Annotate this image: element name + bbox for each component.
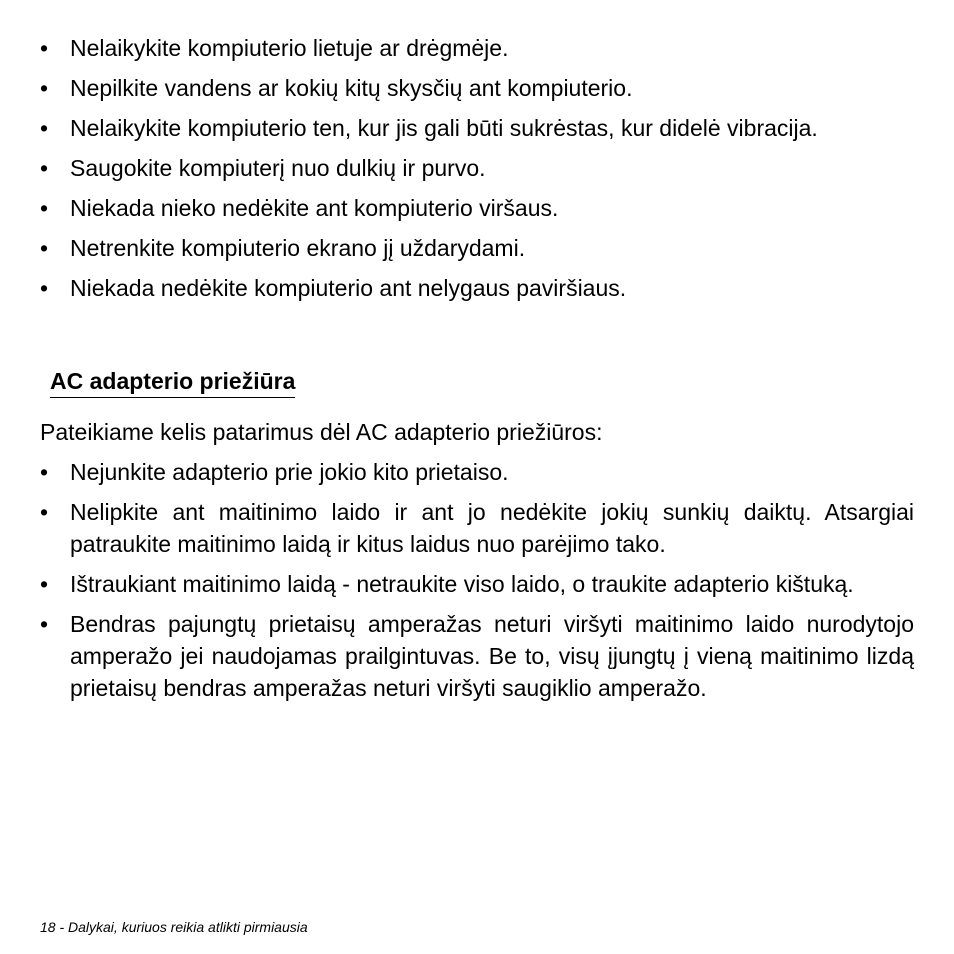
adapter-care-list bbox=[40, 456, 914, 704]
list-item-text: Saugokite kompiuterį nuo dulkių ir purvo. bbox=[70, 155, 486, 181]
page-footer: 18 - Dalykai, kuriuos reikia atlikti pirmiausia bbox=[40, 919, 308, 935]
list-item bbox=[40, 608, 914, 704]
bullet: • bbox=[40, 275, 49, 301]
bullet: • bbox=[40, 499, 49, 525]
bullet: • bbox=[40, 155, 49, 181]
list-item-text: Niekada nedėkite kompiuterio ant nelygaus paviršiaus. bbox=[70, 275, 627, 301]
list-item-text: Nelaikykite kompiuterio ten, kur jis gali būti sukrėstas, kur didelė vibracija. bbox=[70, 115, 818, 141]
bullet: • bbox=[40, 115, 49, 141]
bullet: • bbox=[40, 195, 49, 221]
bullet: • bbox=[40, 35, 49, 61]
list-item-text: Niekada nieko nedėkite ant kompiuterio viršaus. bbox=[70, 195, 559, 221]
list-item-text: Ištraukiant maitinimo laidą - netraukite viso laido, o traukite adapterio kištuką. bbox=[70, 571, 854, 597]
list-item-text: Nejunkite adapterio prie jokio kito prietaiso. bbox=[70, 459, 509, 485]
list-item bbox=[40, 272, 914, 304]
bullet: • bbox=[40, 235, 49, 261]
list-item bbox=[40, 568, 914, 600]
section-heading: AC adapterio priežiūra bbox=[50, 365, 295, 398]
list-item bbox=[40, 152, 914, 184]
list-item bbox=[40, 72, 914, 104]
list-item-text: Nelipkite ant maitinimo laido ir ant jo nedėkite jokių sunkių daiktų. Atsargiai patraukite maitinimo laidą ir kitus laidus nuo parėjimo tako. bbox=[70, 499, 914, 557]
bullet: • bbox=[40, 75, 49, 101]
bullet: • bbox=[40, 611, 49, 637]
list-item bbox=[40, 456, 914, 488]
bullet: • bbox=[40, 459, 49, 485]
list-item bbox=[40, 32, 914, 64]
list-item-text: Nelaikykite kompiuterio lietuje ar drėgmėje. bbox=[70, 35, 509, 61]
list-item bbox=[40, 192, 914, 224]
list-item-text: Nepilkite vandens ar kokių kitų skysčių ant kompiuterio. bbox=[70, 75, 633, 101]
bullet: • bbox=[40, 571, 49, 597]
list-item bbox=[40, 112, 914, 144]
list-item bbox=[40, 496, 914, 560]
computer-care-list bbox=[40, 32, 914, 304]
list-item-text: Bendras pajungtų prietaisų amperažas neturi viršyti maitinimo laido nurodytojo amperažo jei naudojamas prailgintuvas. Be to, visų įjungtų į vieną maitinimo lizdą prietaisų bendras amperažas neturi viršyti saugiklio amperažo. bbox=[70, 611, 914, 701]
list-item bbox=[40, 232, 914, 264]
section-intro: Pateikiame kelis patarimus dėl AC adapterio priežiūros: bbox=[40, 419, 603, 445]
list-item-text: Netrenkite kompiuterio ekrano jį uždarydami. bbox=[70, 235, 526, 261]
